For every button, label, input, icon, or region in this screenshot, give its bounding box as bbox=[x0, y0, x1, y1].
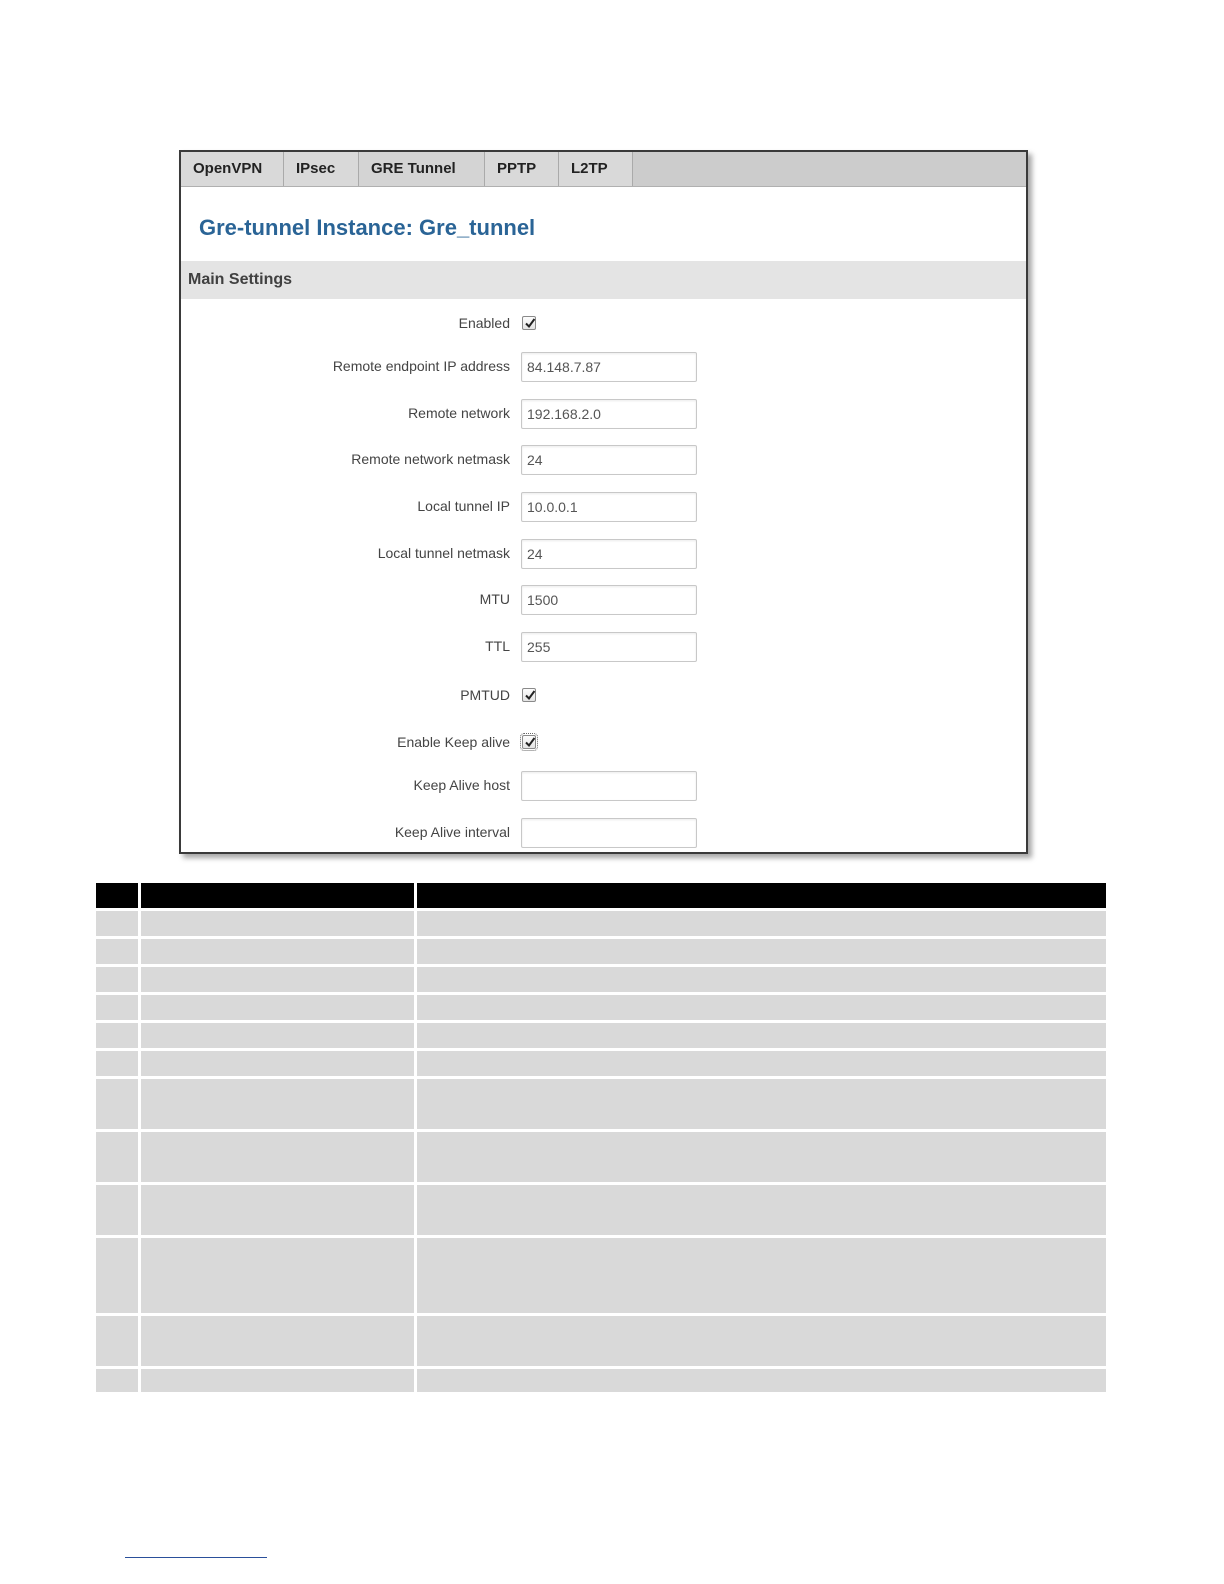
table-cell bbox=[417, 1079, 1106, 1132]
table-cell bbox=[141, 939, 417, 967]
table-cell bbox=[141, 1316, 417, 1369]
tab-gre-tunnel[interactable]: GRE Tunnel bbox=[359, 152, 485, 186]
table-row bbox=[96, 1369, 1106, 1395]
table-cell bbox=[141, 1051, 417, 1079]
mtu-input[interactable] bbox=[521, 585, 697, 615]
table-cell bbox=[96, 911, 141, 939]
table-cell bbox=[141, 1079, 417, 1132]
table-cell bbox=[417, 1238, 1106, 1316]
local-tunnel-ip-input[interactable] bbox=[521, 492, 697, 522]
remote-netmask-input[interactable] bbox=[521, 445, 697, 475]
local-tunnel-ip-row bbox=[181, 492, 1026, 524]
table-cell bbox=[141, 995, 417, 1023]
enabled-label: Enabled bbox=[458, 315, 510, 331]
table-header-cell bbox=[417, 883, 1106, 911]
keep-alive-checkbox[interactable] bbox=[522, 735, 536, 749]
screenshot-frame bbox=[179, 150, 1028, 854]
mtu-row bbox=[181, 585, 1026, 617]
section-header bbox=[181, 261, 1026, 299]
table-cell bbox=[417, 939, 1106, 967]
table-cell bbox=[141, 1369, 417, 1395]
footer-link-underline[interactable] bbox=[125, 1557, 267, 1558]
remote-network-row bbox=[181, 399, 1026, 431]
table-cell bbox=[417, 1369, 1106, 1395]
table-row bbox=[96, 1238, 1106, 1316]
page-title: Gre-tunnel Instance: Gre_tunnel bbox=[199, 215, 536, 240]
table-cell bbox=[417, 1132, 1106, 1185]
table-cell bbox=[96, 1051, 141, 1079]
table-row bbox=[96, 1051, 1106, 1079]
table-cell bbox=[96, 1185, 141, 1238]
keep-alive-label: Enable Keep alive bbox=[397, 734, 510, 750]
tab-pptp[interactable]: PPTP bbox=[485, 152, 559, 186]
ttl-input[interactable] bbox=[521, 632, 697, 662]
ttl-label: TTL bbox=[485, 638, 510, 654]
table-cell bbox=[96, 1132, 141, 1185]
table-row bbox=[96, 911, 1106, 939]
table-cell bbox=[141, 967, 417, 995]
keep-alive-host-row bbox=[181, 771, 1026, 803]
tab-l2tp[interactable]: L2TP bbox=[559, 152, 633, 186]
table-row bbox=[96, 1185, 1106, 1238]
keep-alive-row bbox=[181, 728, 1026, 760]
pmtud-label: PMTUD bbox=[460, 687, 510, 703]
table-cell bbox=[417, 995, 1106, 1023]
table-cell bbox=[141, 1185, 417, 1238]
keep-alive-interval-row bbox=[181, 818, 1026, 850]
table-cell bbox=[96, 995, 141, 1023]
table-cell bbox=[417, 967, 1106, 995]
table-row bbox=[96, 939, 1106, 967]
keep-alive-host-input[interactable] bbox=[521, 771, 697, 801]
table-cell bbox=[141, 1238, 417, 1316]
table-cell bbox=[96, 1079, 141, 1132]
table-cell bbox=[96, 967, 141, 995]
table-cell bbox=[96, 1369, 141, 1395]
remote-netmask-row bbox=[181, 445, 1026, 477]
keep-alive-interval-label: Keep Alive interval bbox=[394, 824, 510, 840]
remote-endpoint-label: Remote endpoint IP address bbox=[332, 358, 510, 374]
remote-endpoint-row bbox=[181, 352, 1026, 384]
table-header-cell bbox=[141, 883, 417, 911]
table-row bbox=[96, 1079, 1106, 1132]
ttl-row bbox=[181, 632, 1026, 664]
table-row bbox=[96, 995, 1106, 1023]
table-row bbox=[96, 1023, 1106, 1051]
table-cell bbox=[141, 911, 417, 939]
remote-endpoint-input[interactable] bbox=[521, 352, 697, 382]
table-header-row bbox=[96, 883, 1106, 911]
checkmark-icon bbox=[523, 735, 537, 749]
remote-netmask-label: Remote network netmask bbox=[351, 451, 510, 467]
enabled-row bbox=[181, 309, 1026, 341]
table-cell bbox=[417, 1023, 1106, 1051]
tab-openvpn[interactable]: OpenVPN bbox=[181, 152, 284, 186]
table-cell bbox=[96, 1316, 141, 1369]
table-row bbox=[96, 1316, 1106, 1369]
table-cell bbox=[417, 1051, 1106, 1079]
table-cell bbox=[96, 939, 141, 967]
table-cell bbox=[141, 1023, 417, 1051]
checkmark-icon bbox=[523, 688, 537, 702]
parameter-table bbox=[96, 883, 1106, 1395]
table-cell bbox=[417, 1316, 1106, 1369]
table-cell bbox=[417, 1185, 1106, 1238]
remote-network-label: Remote network bbox=[408, 405, 510, 421]
table-cell bbox=[96, 1238, 141, 1316]
table-cell bbox=[141, 1132, 417, 1185]
tab-bar bbox=[181, 152, 1026, 187]
table-row bbox=[96, 967, 1106, 995]
mtu-label: MTU bbox=[479, 591, 510, 607]
keep-alive-interval-input[interactable] bbox=[521, 818, 697, 848]
table-cell bbox=[96, 1023, 141, 1051]
keep-alive-host-label: Keep Alive host bbox=[413, 777, 510, 793]
local-tunnel-ip-label: Local tunnel IP bbox=[417, 498, 510, 514]
section-title: Main Settings bbox=[188, 271, 293, 288]
tab-ipsec[interactable]: IPsec bbox=[284, 152, 359, 186]
local-tunnel-netmask-row bbox=[181, 539, 1026, 571]
table-row bbox=[96, 1132, 1106, 1185]
remote-network-input[interactable] bbox=[521, 399, 697, 429]
enabled-checkbox[interactable] bbox=[522, 316, 536, 330]
local-tunnel-netmask-label: Local tunnel netmask bbox=[377, 545, 510, 561]
pmtud-row bbox=[181, 681, 1026, 713]
checkmark-icon bbox=[523, 316, 537, 330]
table-cell bbox=[417, 911, 1106, 939]
pmtud-checkbox[interactable] bbox=[522, 688, 536, 702]
local-tunnel-netmask-input[interactable] bbox=[521, 539, 697, 569]
table-header-cell bbox=[96, 883, 141, 911]
